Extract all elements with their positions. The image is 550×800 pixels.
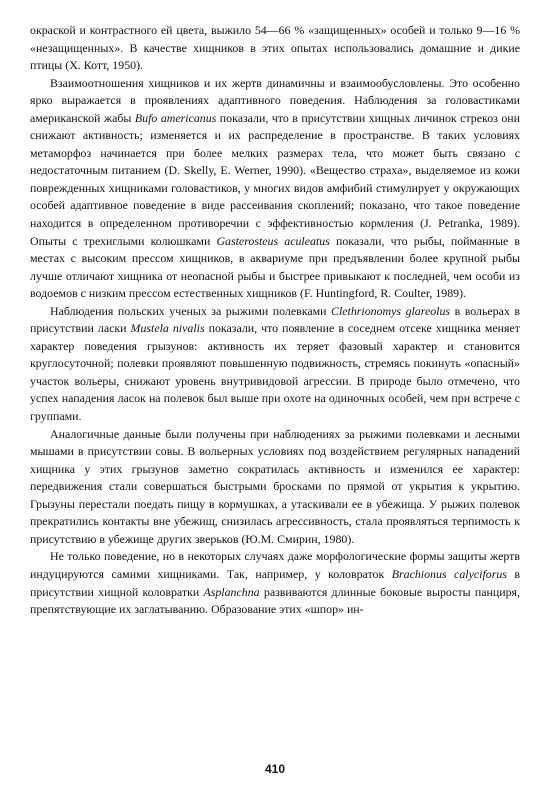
page-text <box>30 22 520 619</box>
paragraph: Не только поведение, но в некоторых случаях даже морфологические формы защиты жертв индуцируются самими хищниками. Так, например, у коловраток Brachionus calyciforus в присутствии хищной коловратки Asplanchna развиваются длинные боковые выросты панциря, препятствующие их заглатыванию. Образование этих «шпор» ин- <box>30 549 521 617</box>
paragraph: Наблюдения польских ученых за рыжими полевками Clethrionomys glareolus в вольерах в присутствии ласки Mustela nivalis показали, что появление в соседнем отсеке хищника меняет характер поведения грызунов: активность их теряет фазовый характер и становится круглосуточной; полевки проявляют повышенную подвижность, стремясь покинуть «опасный» участок вольеры, снижают уровень внутривидовой агрессии. В природе было отмечено, что успех нападения ласок на полевок был выше при охоте на одиночных особей, чем при встрече с группами. <box>30 303 520 424</box>
paragraph: Взаимоотношения хищников и их жертв динамичны и взаимообусловлены. Это особенно ярко выражается в проявлениях адаптивного поведения. Наблюдения за головастиками американской жабы Bufo americanus показали, что в присутствии хищных личинок стрекоз они снижают активность; изменяется и их распределение в пространстве. В таких условиях метаморфоз начинается при более мелких размерах тела, что может быть связано с недостаточным питанием (D. Skelly, E. Werner, 1990). «Вещество страха», выделяемое из кожи поврежденных хищниками головастиков, у многих видов амфибий стимулирует у окружающих особей адаптивное поведение в виде рассеивания скоплений; показано, что такое поведение находится в определенном противоречии с эффективностью кормления (J. Petranka, 1989). Опыты с трехиглыми колюшками Gasterosteus aculeatus показали, что рыбы, пойманные в местах с высоким прессом хищников, в аквариуме при предъявлении более крупной рыбы лучше отличают хищника от неопасной рыбы и быстрее привыкают к последней, чем особи из водоемов с низким прессом естественных хищников (F. Huntingford, R. Coulter, 1989). <box>30 75 520 301</box>
page-number: 410 <box>264 762 286 776</box>
paragraph: окраской и контрастного ей цвета, выжило 54—66 % «защищенных» особей и только 9—16 % «незащищенных». В качестве хищников в этих опытах использовались домашние и дикие птицы (X. Котт, 1950). <box>30 23 520 73</box>
paragraph: Аналогичные данные были получены при наблюдениях за рыжими полевками и лесными мышами в присутствии совы. В вольерных условиях под воздействием регулярных нападений хищника у этих грызунов заметно сократилась активность и изменился ее характер: передвижения стали совершаться быстрыми бросками по прямой от укрытия к укрытию. Грызуны перестали поедать пищу в кормушках, а утаскивали ее в убежища. У рыжих полевок прекратились контакты вне убежищ, снизилась агрессивность, стала проявляться терпимость к присутствию в убежище других зверьков (Ю.М. Смирин, 1980). <box>30 426 520 546</box>
